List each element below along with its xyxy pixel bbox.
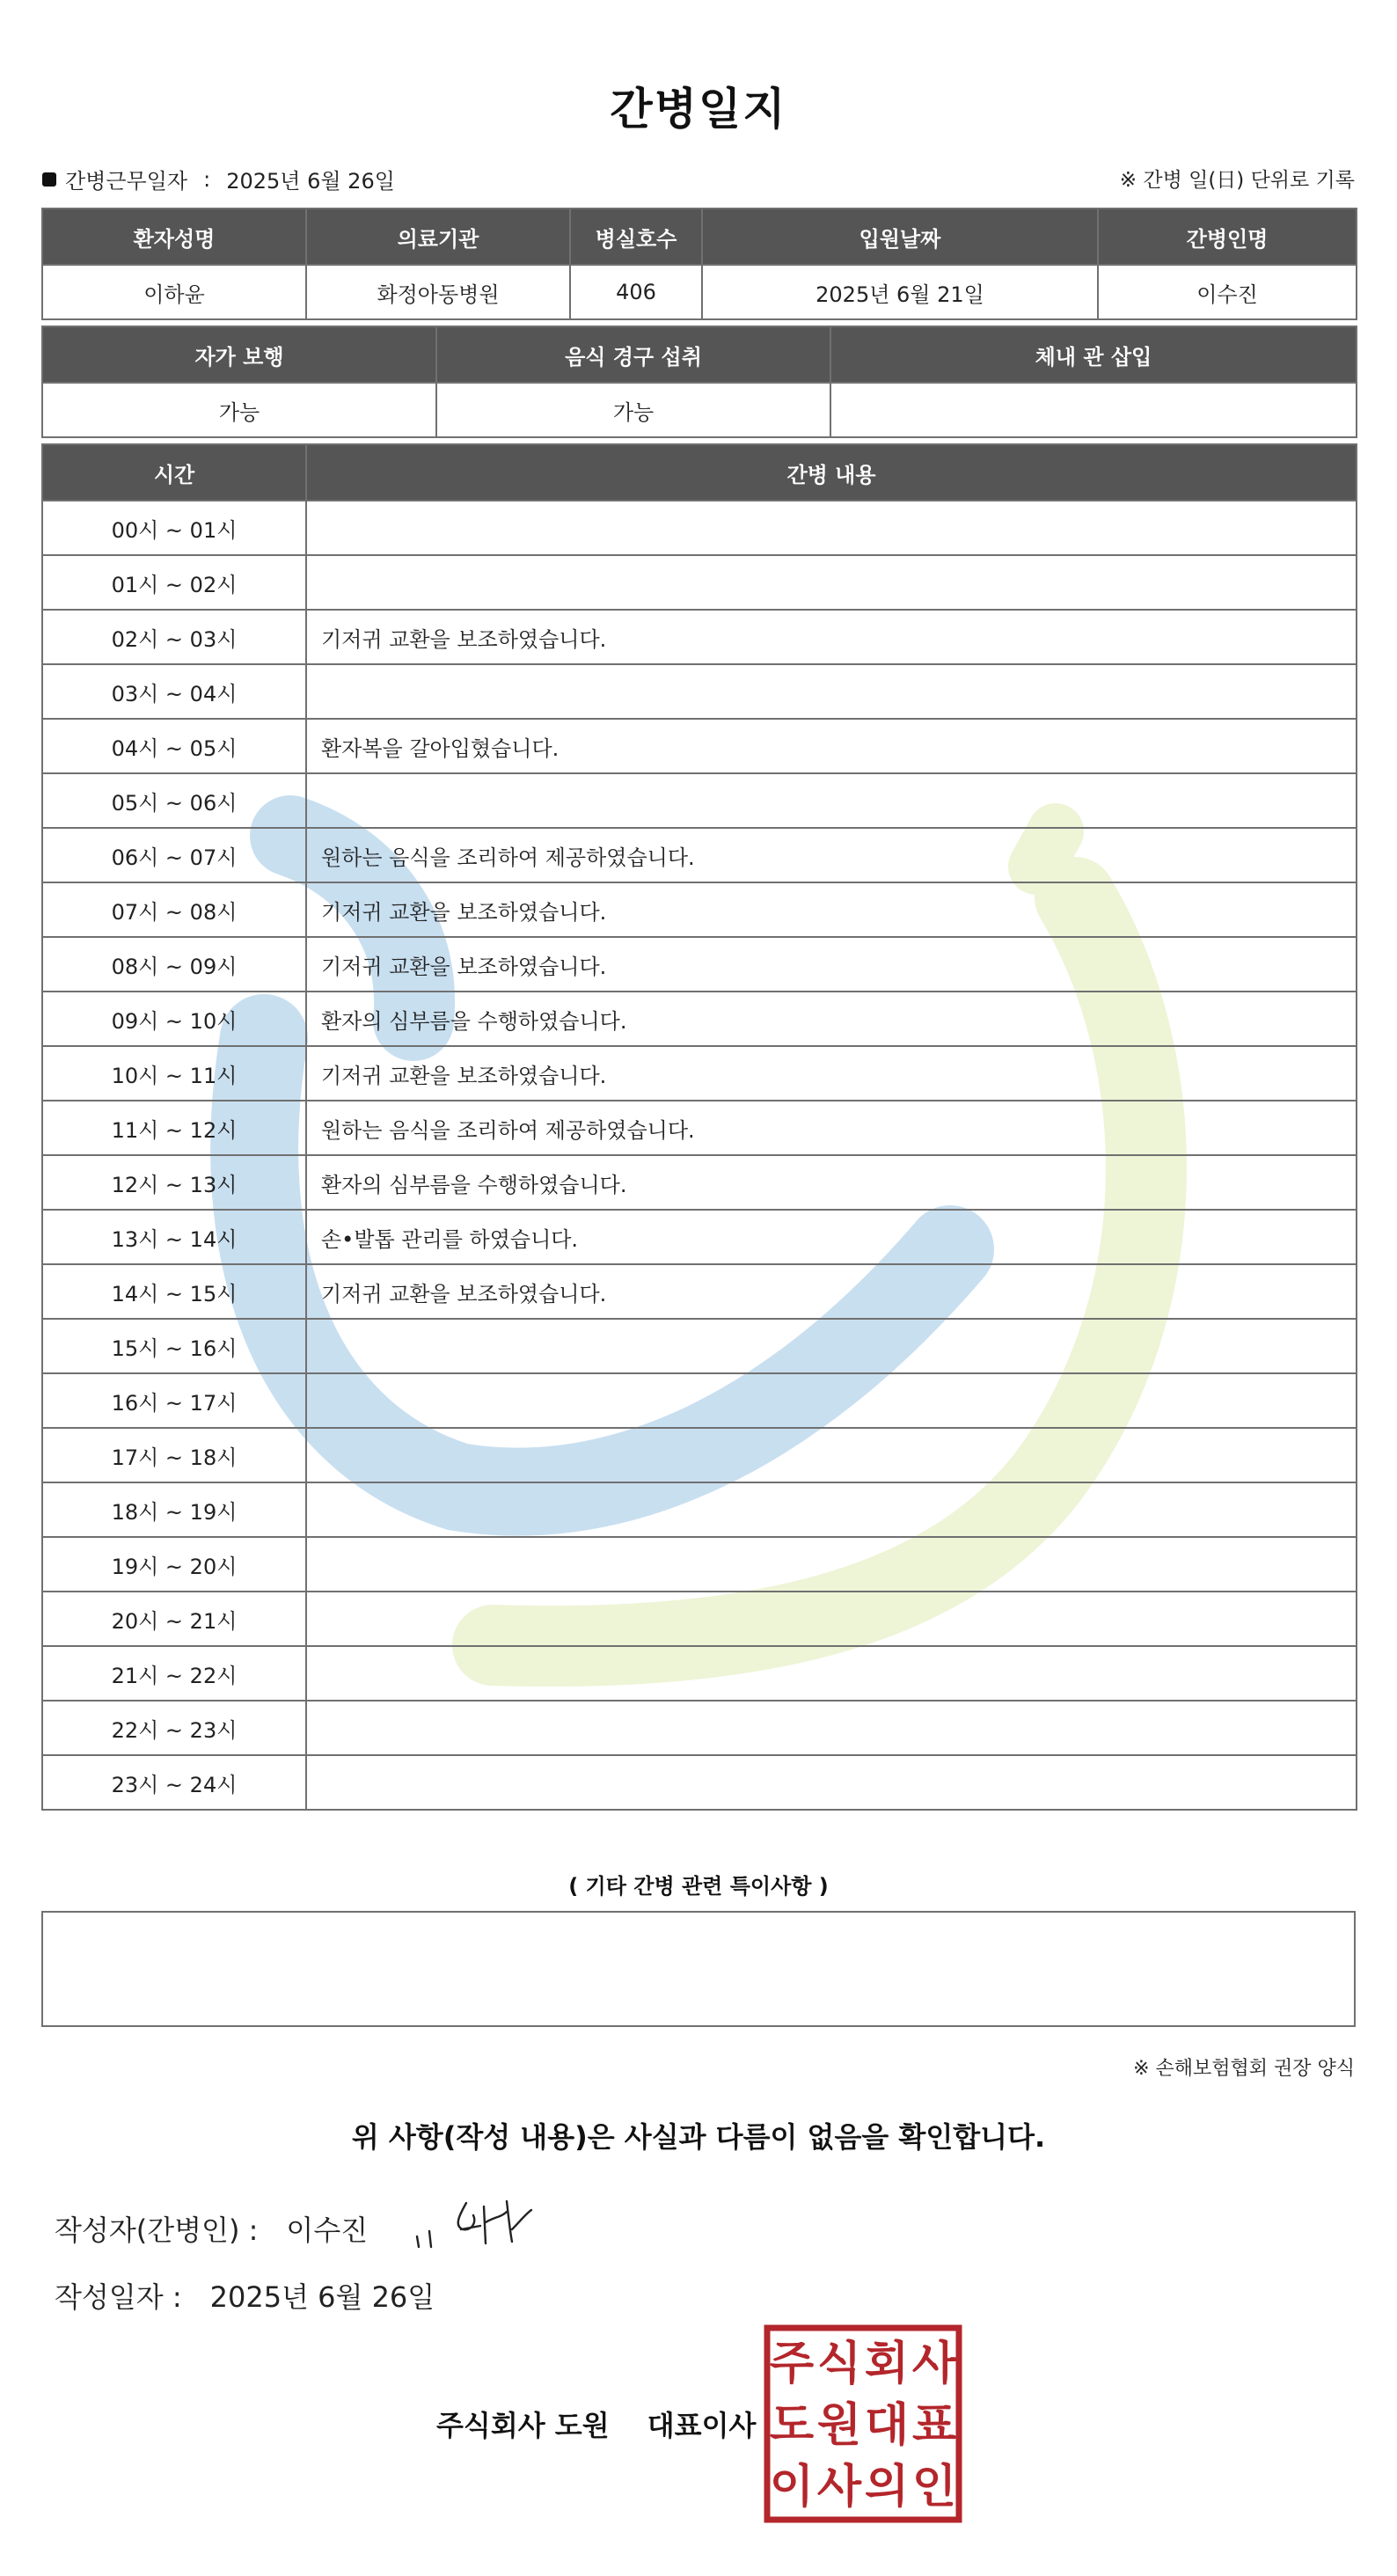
- table-row: [42, 1592, 1357, 1646]
- care-time-cell: 12시 ~ 13시: [42, 1155, 306, 1210]
- patient-info-table: [41, 208, 1357, 320]
- care-content-cell: 기저귀 교환을 보조하였습니다.: [306, 610, 1357, 664]
- company-seal-stamp: [764, 2324, 962, 2523]
- care-content-cell: 환자의 심부름을 수행하였습니다.: [306, 992, 1357, 1046]
- care-time-cell: 08시 ~ 09시: [42, 937, 306, 992]
- writer-line: [55, 2208, 368, 2249]
- care-content-cell: [306, 1537, 1357, 1592]
- seal-glyph: 식: [816, 2338, 862, 2390]
- patient-info-value-row: [42, 265, 1357, 319]
- work-date-value: 2025년 6월 26일: [226, 169, 395, 194]
- table-row: [42, 1101, 1357, 1155]
- care-content-cell: 원하는 음식을 조리하여 제공하였습니다.: [306, 1101, 1357, 1155]
- care-content-cell: [306, 1646, 1357, 1701]
- care-content-cell: [306, 1319, 1357, 1373]
- signature-image: [410, 2191, 551, 2252]
- care-content-cell: 기저귀 교환을 보조하였습니다.: [306, 882, 1357, 937]
- header-oral-intake: 음식 경구 섭취: [436, 326, 830, 383]
- work-date-colon: :: [203, 166, 211, 192]
- seal-glyph: 사: [911, 2338, 957, 2390]
- care-time-cell: 06시 ~ 07시: [42, 828, 306, 882]
- table-row: [42, 1155, 1357, 1210]
- table-row: [42, 1210, 1357, 1264]
- care-time-cell: 21시 ~ 22시: [42, 1646, 306, 1701]
- care-content-cell: 기저귀 교환을 보조하였습니다.: [306, 1046, 1357, 1101]
- caregiver-name: 이수진: [1098, 265, 1357, 319]
- header-tube-insertion: 체내 관 삽입: [830, 326, 1357, 383]
- record-note: ※ 간병 일(日) 단위로 기록: [1119, 169, 1355, 192]
- table-row: [42, 719, 1357, 773]
- care-content-cell: [306, 773, 1357, 828]
- care-time-cell: 05시 ~ 06시: [42, 773, 306, 828]
- seal-glyph: 도: [769, 2399, 815, 2452]
- care-time-cell: 15시 ~ 16시: [42, 1319, 306, 1373]
- room-number: 406: [570, 265, 702, 319]
- table-row: [42, 1319, 1357, 1373]
- care-time-cell: 07시 ~ 08시: [42, 882, 306, 937]
- hospital-name: 화정아동병원: [306, 265, 570, 319]
- table-row: [42, 501, 1357, 555]
- patient-name: 이하윤: [42, 265, 306, 319]
- table-row: [42, 1755, 1357, 1810]
- care-content-cell: 환자복을 갈아입혔습니다.: [306, 719, 1357, 773]
- header-caregiver-name: 간병인명: [1098, 209, 1357, 265]
- oral-intake-value: 가능: [436, 383, 830, 437]
- care-content-cell: [306, 1755, 1357, 1810]
- care-time-cell: 02시 ~ 03시: [42, 610, 306, 664]
- seal-glyph: 회: [864, 2338, 910, 2390]
- care-content-cell: [306, 1428, 1357, 1482]
- condition-value-row: [42, 383, 1357, 437]
- care-content-cell: [306, 664, 1357, 719]
- written-date-line: [55, 2275, 435, 2316]
- table-row: [42, 937, 1357, 992]
- care-time-cell: 03시 ~ 04시: [42, 664, 306, 719]
- care-content-cell: 손•발톱 관리를 하였습니다.: [306, 1210, 1357, 1264]
- header-self-walking: 자가 보행: [42, 326, 436, 383]
- seal-glyph: 주: [769, 2338, 815, 2390]
- confirmation-statement: 위 사항(작성 내용)은 사실과 다름이 없음을 확인합니다.: [351, 2120, 1046, 2154]
- care-time-cell: 19시 ~ 20시: [42, 1537, 306, 1592]
- document-title: 간병일지: [610, 84, 787, 135]
- care-time-cell: 16시 ~ 17시: [42, 1373, 306, 1428]
- writer-label: 작성자(간병인) :: [55, 2214, 259, 2247]
- care-content-cell: 환자의 심부름을 수행하였습니다.: [306, 1155, 1357, 1210]
- care-time-cell: 17시 ~ 18시: [42, 1428, 306, 1482]
- table-row: [42, 882, 1357, 937]
- header-time: 시간: [42, 444, 306, 501]
- remarks-box: [41, 1911, 1356, 2027]
- care-content-cell: 기저귀 교환을 보조하였습니다.: [306, 937, 1357, 992]
- care-time-cell: 00시 ~ 01시: [42, 501, 306, 555]
- care-content-cell: [306, 555, 1357, 610]
- table-row: [42, 1646, 1357, 1701]
- care-time-cell: 18시 ~ 19시: [42, 1482, 306, 1537]
- tube-insertion-value: [830, 383, 1357, 437]
- writer-name: 이수진: [286, 2214, 369, 2247]
- care-content-cell: [306, 1701, 1357, 1755]
- table-row: [42, 555, 1357, 610]
- table-row: [42, 828, 1357, 882]
- care-content-cell: [306, 1592, 1357, 1646]
- seal-glyph: 표: [911, 2399, 957, 2452]
- table-row: [42, 1537, 1357, 1592]
- care-time-cell: 23시 ~ 24시: [42, 1755, 306, 1810]
- table-row: [42, 992, 1357, 1046]
- care-content-cell: 기저귀 교환을 보조하였습니다.: [306, 1264, 1357, 1319]
- table-row: [42, 1046, 1357, 1101]
- work-date-label: 간병근무일자: [65, 169, 188, 194]
- care-content-cell: [306, 1373, 1357, 1428]
- admission-date: 2025년 6월 21일: [702, 265, 1098, 319]
- seal-glyph: 의: [864, 2461, 910, 2514]
- care-time-cell: 11시 ~ 12시: [42, 1101, 306, 1155]
- table-row: [42, 1264, 1357, 1319]
- care-time-cell: 14시 ~ 15시: [42, 1264, 306, 1319]
- care-time-cell: 10시 ~ 11시: [42, 1046, 306, 1101]
- square-bullet-icon: [42, 172, 56, 187]
- work-date: [42, 164, 395, 194]
- care-time-cell: 13시 ~ 14시: [42, 1210, 306, 1264]
- seal-glyph: 인: [911, 2461, 957, 2514]
- care-log-header-row: [42, 444, 1357, 501]
- care-time-cell: 01시 ~ 02시: [42, 555, 306, 610]
- care-content-cell: 원하는 음식을 조리하여 제공하였습니다.: [306, 828, 1357, 882]
- header-hospital: 의료기관: [306, 209, 570, 265]
- care-time-cell: 22시 ~ 23시: [42, 1701, 306, 1755]
- header-patient-name: 환자성명: [42, 209, 306, 265]
- header-room-number: 병실호수: [570, 209, 702, 265]
- seal-glyph: 사: [816, 2461, 862, 2514]
- care-time-cell: 20시 ~ 21시: [42, 1592, 306, 1646]
- table-row: [42, 1482, 1357, 1537]
- seal-glyph: 원: [816, 2399, 862, 2452]
- company-name: 주식회사 도원: [436, 2409, 610, 2442]
- table-row: [42, 610, 1357, 664]
- table-row: [42, 1373, 1357, 1428]
- form-note: ※ 손해보험협회 권장 양식: [1133, 2058, 1355, 2080]
- care-content-cell: [306, 1482, 1357, 1537]
- care-log-table: [41, 443, 1357, 1811]
- care-time-cell: 09시 ~ 10시: [42, 992, 306, 1046]
- header-admission-date: 입원날짜: [702, 209, 1098, 265]
- table-row: [42, 1428, 1357, 1482]
- written-date-label: 작성일자 :: [55, 2280, 182, 2314]
- self-walking-value: 가능: [42, 383, 436, 437]
- header-care-content: 간병 내용: [306, 444, 1357, 501]
- company-line: [436, 2404, 756, 2444]
- seal-glyph: 대: [864, 2399, 910, 2452]
- condition-header-row: [42, 326, 1357, 383]
- seal-glyph: 이: [769, 2461, 815, 2514]
- patient-info-header-row: [42, 209, 1357, 265]
- representative-title: 대표이사: [647, 2409, 757, 2442]
- remarks-title: ( 기타 간병 관련 특이사항 ): [568, 1874, 829, 1899]
- patient-condition-table: [41, 326, 1357, 438]
- care-time-cell: 04시 ~ 05시: [42, 719, 306, 773]
- table-row: [42, 1701, 1357, 1755]
- table-row: [42, 773, 1357, 828]
- written-date-value: 2025년 6월 26일: [209, 2280, 435, 2314]
- care-log-rows: [42, 501, 1357, 1810]
- care-content-cell: [306, 501, 1357, 555]
- table-row: [42, 664, 1357, 719]
